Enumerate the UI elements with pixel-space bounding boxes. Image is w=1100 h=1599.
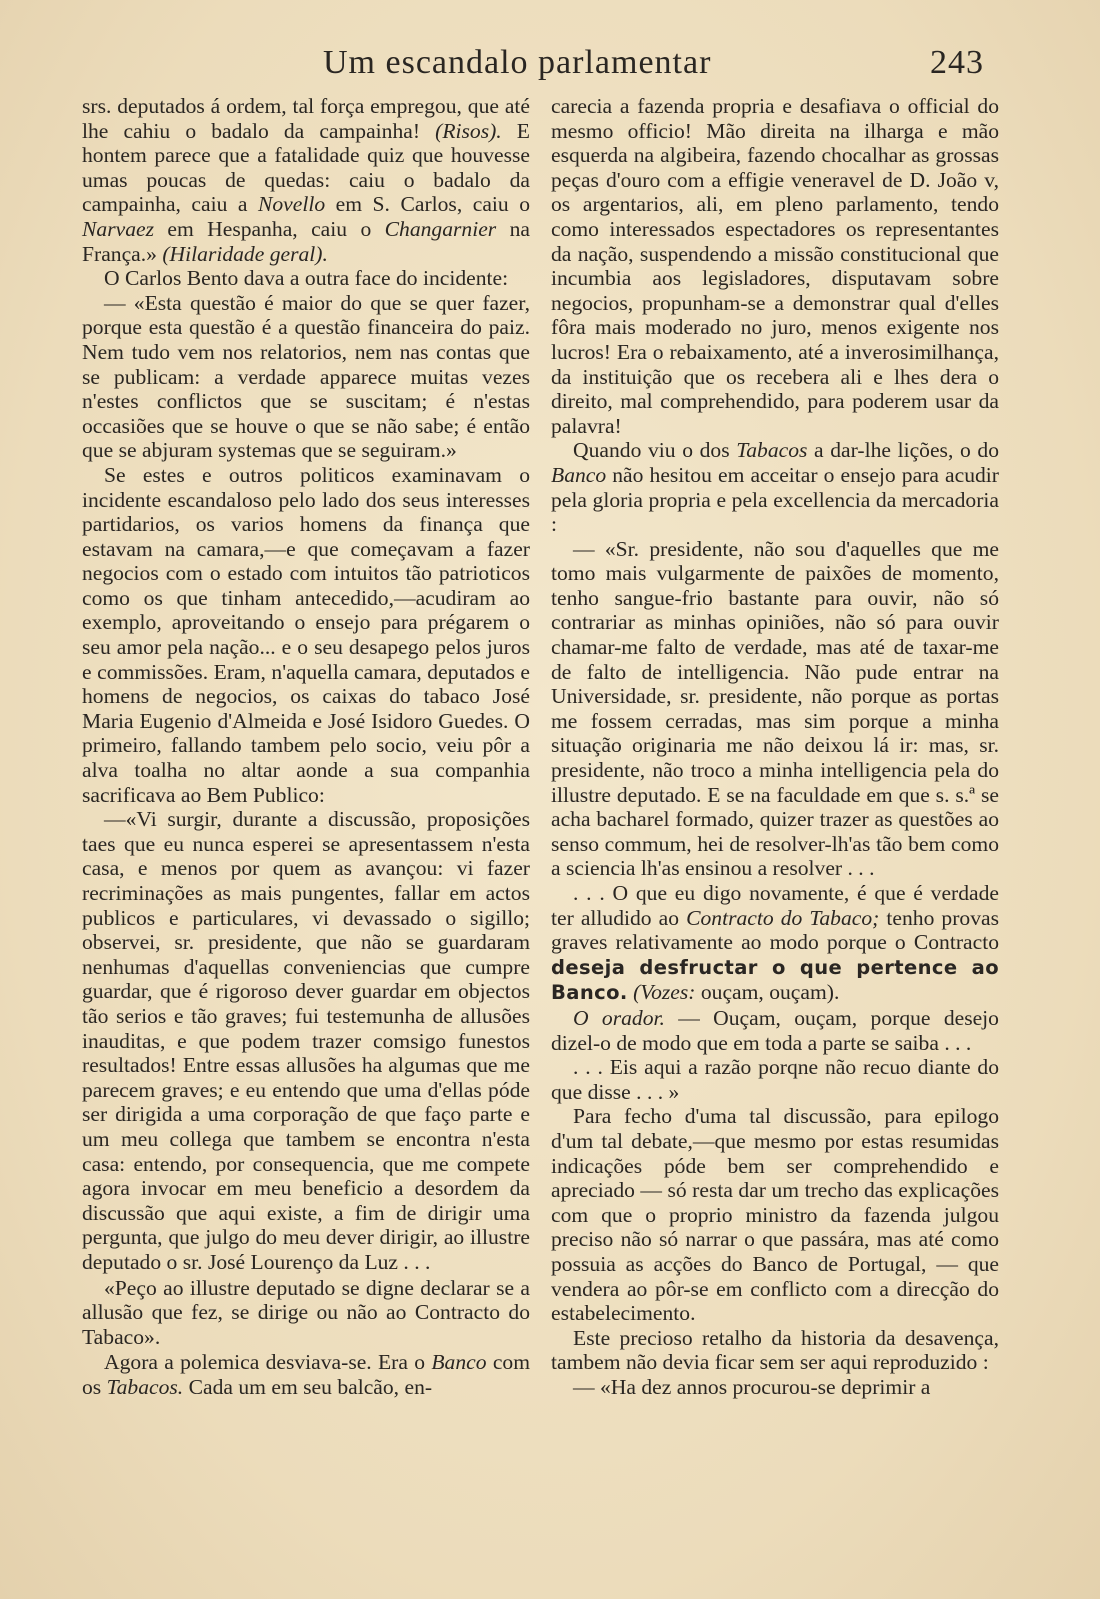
italic-text: (Vozes: [633, 980, 696, 1005]
text-run: não hesitou em acceitar o ensejo para acudir pela gloria propria e pela excellencia da mercadoria : [551, 462, 999, 537]
page-header [0, 44, 1100, 94]
italic-text: (Risos). [435, 118, 502, 143]
paragraph [82, 1350, 530, 1399]
paragraph [82, 94, 530, 266]
italic-text: Changarnier [384, 216, 497, 241]
paragraph: — «Sr. presidente, não sou d'aquelles que me tomo mais vulgarmente de paixões de momento, tenho sangue-frio bastante para ouvir, não só contrariar as minhas opiniões, não só para ouvir chamar-me falto de verdade, mas até de taxar-me de falto de intelligencia. Não pude entrar na Universidade, sr. presidente, não porque as portas me fossem cerradas, mas sim porque a minha situação originaria me não deixou lá ir: mas, sr. presidente, não troco a minha intelligencia pela do illustre deputado. E se na faculdade em que s. s.ª se acha bacharel formado, quizer trazer as questões ao senso commum, hei de resolver-lh'as tão bem como a sciencia lh'as ensinou a resolver . . . [551, 536, 999, 881]
paragraph: . . . Eis aqui a razão porqne não recuo diante do que disse . . . » [551, 1055, 999, 1104]
bold-text: deseja desfructar o que pertence ao Banco. [551, 955, 999, 1005]
italic-text: Tabacos. [106, 1374, 184, 1399]
text-run: Quando viu o dos [573, 438, 737, 463]
text-run: tenho provas graves relativamente ao modo porque o Contracto [551, 905, 999, 955]
paragraph: «Peço ao illustre deputado se digne declarar se a allusão que fez, se dirige ou não ao Contracto do Tabaco». [82, 1275, 530, 1349]
text-run: em Hespanha, caiu o [153, 216, 385, 241]
italic-text: Banco [551, 462, 607, 487]
paragraph: carecia a fazenda propria e desafiava o official do mesmo officio! Mão direita na ilharga e mão esquerda na algibeira, fazendo chocalhar as grossas peças d'ouro com a effigie veneravel de D. João v, os argentarios, ali, em pleno parlamento, tendo como interessados espectadores os representantes da nação, suspendendo a missão constitucional que incumbia aos legisladores, disputavam sobre negocios, propunham-se a demonstrar qual d'elles fôra mais moderado no juro, menos exigente nos lucros! Era o rebaixamento, até a inverosimilhança, da instituição que os recebera ali e lhes dera o direito, mal comprehendido, para poderem usar da palavra! [551, 94, 999, 438]
italic-text: Tabacos [736, 438, 808, 463]
italic-text: O orador. [573, 1005, 665, 1030]
text-run: na França.» [82, 216, 530, 266]
text-run: E hontem parece que a fatalidade quiz que houvesse umas poucas de quedas: caiu o badalo da campainha, caiu a [82, 118, 530, 217]
text-run: ouçam, ouçam). [695, 980, 840, 1005]
paragraph [551, 438, 999, 536]
text-run: . . . O que eu digo novamente, é que é verdade ter alludido ao [551, 881, 999, 930]
text-run: Cada um em seu balcão, en- [183, 1374, 433, 1399]
paragraph: Para fecho d'uma tal discussão, para epilogo d'um tal debate,—que mesmo por estas resumidas indicações póde bem ser comprehendido e apreciado — só resta dar um trecho das explicações com que o proprio ministro da fazenda julgou preciso não só narrar o que passára, mas até como possuia as acções do Banco de Portugal, — que vendera ao pôr-se em conflicto com a direcção do estabelecimento. [551, 1104, 999, 1326]
paragraph [551, 1006, 999, 1055]
text-run: srs. deputados á ordem, tal força empregou, que até lhe cahiu o badalo da campainha! [82, 94, 530, 143]
italic-text: Narvaez [82, 216, 154, 241]
text-run: Agora a polemica desviava-se. Era o [104, 1350, 432, 1375]
italic-text: Banco [431, 1350, 487, 1375]
text-run: a dar-lhe lições, o do [807, 438, 999, 463]
text-run: em S. Carlos, caiu o [325, 192, 530, 217]
paragraph [551, 881, 999, 1006]
running-title: Um escandalo parlamentar [323, 44, 712, 81]
right-column [551, 94, 999, 1399]
paragraph: —«Vi surgir, durante a discussão, proposições taes que eu nunca esperei se apresentassem n'esta casa, e menos por quem as avançou: vi fazer recriminações as mais pungentes, fallar em actos publicos e particulares, vi devassado o sigillo; observei, sr. presidente, que não se guardaram nenhumas d'aquellas conveniencias que cumpre guardar, que é rigoroso dever guardar em objectos tão serios e tão graves; fui testemunha de allusões inauditas, e que podem trazer comsigo funestos resultados! Entre essas allusões ha algumas que me parecem graves; e eu entendo que uma d'ellas póde ser dirigida a uma corporação de que faço parte e um meu collega que tambem se encontra n'esta casa: entendo, por consequencia, que me compete agora invocar em meu beneficio a desordem da discussão que aqui existe, a fim de dirigir uma pergunta, que julgo do meu dever dirigir, ao illustre deputado o sr. José Lourenço da Luz . . . [82, 807, 530, 1274]
text-run: com os [82, 1350, 531, 1399]
paragraph: Este precioso retalho da historia da desavença, tambem não devia ficar sem ser aqui reproduzido : [551, 1325, 999, 1375]
page-number: 243 [930, 44, 984, 81]
paragraph: Se estes e outros politicos examinavam o incidente escandaloso pelo lado dos seus interesses partidarios, os varios homens da finança que estavam na camara,—e que começavam a fazer negocios com o estado com intuitos tão patrioticos como os que tinham antecedido,—acudiram ao exemplo, aproveitando o ensejo para prégarem o seu amor pela nação... e o seu desapego pelos juros e commissões. Eram, n'aquella camara, deputados e homens de negocios, os caixas do tabaco José Maria Eugenio d'Almeida e José Isidoro Guedes. O primeiro, fallando tambem pelo socio, veiu pôr a alva toalha no altar aonde a sua companhia sacrificava ao Bem Publico: [82, 462, 530, 807]
italic-text: Contracto do Tabaco; [686, 905, 880, 930]
paragraph: O Carlos Bento dava a outra face do incidente: [104, 266, 509, 291]
text-run: — Ouçam, ouçam, porque desejo dizel-o de modo que em toda a parte se saiba . . . [551, 1005, 999, 1055]
left-column [82, 94, 530, 1399]
italic-text: (Hilaridade geral). [162, 241, 328, 266]
paragraph: — «Ha dez annos procurou-se deprimir a [573, 1374, 931, 1399]
paragraph: — «Esta questão é maior do que se quer fazer, porque esta questão é a questão financeira do paiz. Nem tudo vem nos relatorios, nem nas contas que se publicam: a verdade apparece muitas vezes n'estes conflictos que se suscitam; é n'estas occasiões que se houve o que se não sabe; é então que se abjuram systemas que se seguiram.» [82, 290, 530, 463]
italic-text: Novello [257, 192, 326, 217]
